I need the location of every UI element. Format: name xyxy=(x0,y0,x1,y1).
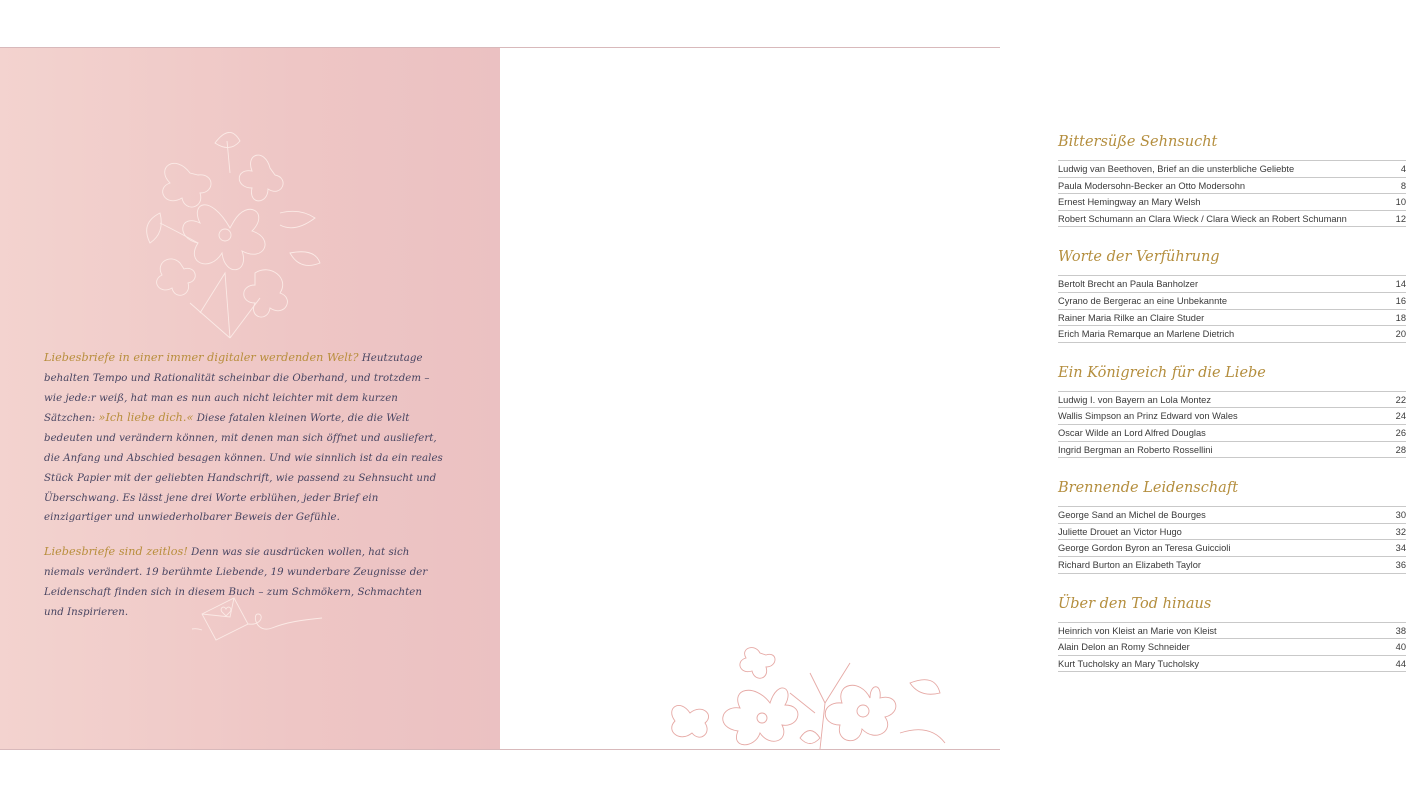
flower-icon xyxy=(670,643,1000,749)
toc-entry-label: Paula Modersohn-Becker an Otto Modersohn xyxy=(1058,180,1246,191)
book-spread xyxy=(0,47,1406,750)
toc-entry-page: 30 xyxy=(1395,510,1406,521)
toc-entry xyxy=(1058,309,1406,326)
toc-entry-label: Kurt Tucholsky an Mary Tucholsky xyxy=(1058,658,1200,669)
toc-entry xyxy=(1058,160,1406,177)
table-of-contents xyxy=(1058,131,1406,691)
intro-lead-1: Liebesbriefe in einer immer digitaler werdenden Welt? xyxy=(44,351,359,364)
toc-entry xyxy=(1058,638,1406,655)
toc-section xyxy=(1058,246,1406,342)
toc-entry xyxy=(1058,391,1406,408)
toc-section xyxy=(1058,593,1406,673)
toc-entry-label: Erich Maria Remarque an Marlene Dietrich xyxy=(1058,329,1235,340)
intro-text-1b: Diese fatalen kleinen Worte, die die Welt bedeuten und verändern können, mit denen man sich öffnet und ausliefert, die Anfang und Abschied besagen können. Und wie sinnlich ist da ein reales Stück Papier mit der geliebten Handschrift, wie passend zu Sehnsucht und Überschwang. Es lässt jene drei Worte erblühen, jeder Brief ein einzigartiger und unwiederholbarer Beweis der Gefühle. xyxy=(44,413,443,524)
toc-entry xyxy=(1058,193,1406,210)
toc-entry xyxy=(1058,275,1406,292)
intro-lead-2: Liebesbriefe sind zeitlos! xyxy=(44,545,188,559)
toc-entry-label: Richard Burton an Elizabeth Taylor xyxy=(1058,559,1201,570)
toc-entry-page: 24 xyxy=(1395,411,1406,422)
toc-entry-page: 10 xyxy=(1395,197,1406,208)
toc-entry xyxy=(1058,407,1406,424)
toc-entry-page: 12 xyxy=(1395,213,1406,224)
toc-entry-label: Ludwig I. von Bayern an Lola Montez xyxy=(1058,394,1211,405)
toc-section xyxy=(1058,477,1406,573)
toc-section-title: Ein Königreich für die Liebe xyxy=(1058,364,1266,381)
toc-entry-label: Wallis Simpson an Prinz Edward von Wales xyxy=(1058,411,1238,422)
toc-section-title: Worte der Verführung xyxy=(1058,249,1220,266)
toc-entry-page: 20 xyxy=(1395,329,1406,340)
intro-text-1a: Heutzutage behalten Tempo und Rationalität scheinbar die Oberhand, und trotzdem – wie jede:r weiß, hat man es nun auch nicht leichter mit dem kurzen Sätzchen: xyxy=(44,353,430,425)
right-page xyxy=(500,48,1406,749)
toc-entry xyxy=(1058,441,1406,458)
toc-entry xyxy=(1058,655,1406,672)
toc-entry-page: 8 xyxy=(1400,180,1406,191)
toc-entry-label: Ludwig van Beethoven, Brief an die unsterbliche Geliebte xyxy=(1058,164,1295,174)
toc-entry-label: George Sand an Michel de Bourges xyxy=(1058,510,1206,521)
toc-entry xyxy=(1058,556,1406,573)
toc-entry-page: 14 xyxy=(1395,279,1406,290)
toc-section xyxy=(1058,131,1406,227)
toc-section-title: Brennende Leidenschaft xyxy=(1058,480,1239,497)
toc-divider xyxy=(1058,226,1406,227)
intro-text-2: Denn was sie ausdrücken wollen, hat sich niemals verändert. 19 berühmte Liebende, 19 wunderbare Zeugnisse der Leidenschaft finden sich in diesem Buch – zum Schmökern, Schmachten und Inspirieren. xyxy=(44,547,428,618)
toc-entry xyxy=(1058,523,1406,540)
toc-entry xyxy=(1058,325,1406,342)
toc-entry-page: 4 xyxy=(1400,164,1406,174)
toc-section xyxy=(1058,362,1406,458)
toc-entry-page: 40 xyxy=(1395,642,1406,653)
toc-entry-label: Juliette Drouet an Victor Hugo xyxy=(1058,526,1182,537)
toc-entry-label: Cyrano de Bergerac an eine Unbekannte xyxy=(1058,295,1228,306)
toc-divider xyxy=(1058,457,1406,458)
toc-entry xyxy=(1058,210,1406,227)
toc-entry-label: Rainer Maria Rilke an Claire Studer xyxy=(1058,312,1205,323)
toc-entry xyxy=(1058,292,1406,309)
toc-entry-page: 38 xyxy=(1395,625,1406,636)
toc-entry-page: 32 xyxy=(1395,526,1406,537)
toc-entry-label: Robert Schumann an Clara Wieck / Clara Wieck an Robert Schumann xyxy=(1058,213,1347,224)
flower-icon xyxy=(130,113,330,343)
toc-entry-label: Oscar Wilde an Lord Alfred Douglas xyxy=(1058,427,1206,438)
toc-entry-label: Ingrid Bergman an Roberto Rossellini xyxy=(1058,444,1213,455)
intro-quote: »Ich liebe dich.« xyxy=(98,411,194,425)
toc-entry-label: Bertolt Brecht an Paula Banholzer xyxy=(1058,279,1199,290)
toc-entry-page: 16 xyxy=(1395,295,1406,306)
toc-section-title: Über den Tod hinaus xyxy=(1058,595,1212,612)
toc-entry-label: Ernest Hemingway an Mary Welsh xyxy=(1058,197,1201,208)
toc-section-title: Bittersüße Sehnsucht xyxy=(1058,134,1218,150)
toc-divider xyxy=(1058,573,1406,574)
toc-divider xyxy=(1058,342,1406,343)
toc-entry-page: 18 xyxy=(1395,312,1406,323)
toc-entry-page: 44 xyxy=(1395,658,1406,669)
toc-entry xyxy=(1058,177,1406,194)
toc-entry-label: Alain Delon an Romy Schneider xyxy=(1058,642,1190,653)
toc-entry-label: Heinrich von Kleist an Marie von Kleist xyxy=(1058,625,1217,636)
toc-entry-label: George Gordon Byron an Teresa Guiccioli xyxy=(1058,543,1231,554)
toc-entry-page: 22 xyxy=(1395,394,1406,405)
heart-envelope-icon xyxy=(192,584,324,644)
toc-entry-page: 28 xyxy=(1395,444,1406,455)
toc-entry-page: 36 xyxy=(1395,559,1406,570)
toc-entry xyxy=(1058,506,1406,523)
intro-paragraph-1 xyxy=(44,348,444,528)
toc-entry xyxy=(1058,539,1406,556)
left-page xyxy=(0,48,500,749)
toc-divider xyxy=(1058,671,1406,672)
toc-entry xyxy=(1058,424,1406,441)
toc-entry-page: 34 xyxy=(1395,543,1406,554)
toc-entry xyxy=(1058,622,1406,639)
toc-entry-page: 26 xyxy=(1395,427,1406,438)
